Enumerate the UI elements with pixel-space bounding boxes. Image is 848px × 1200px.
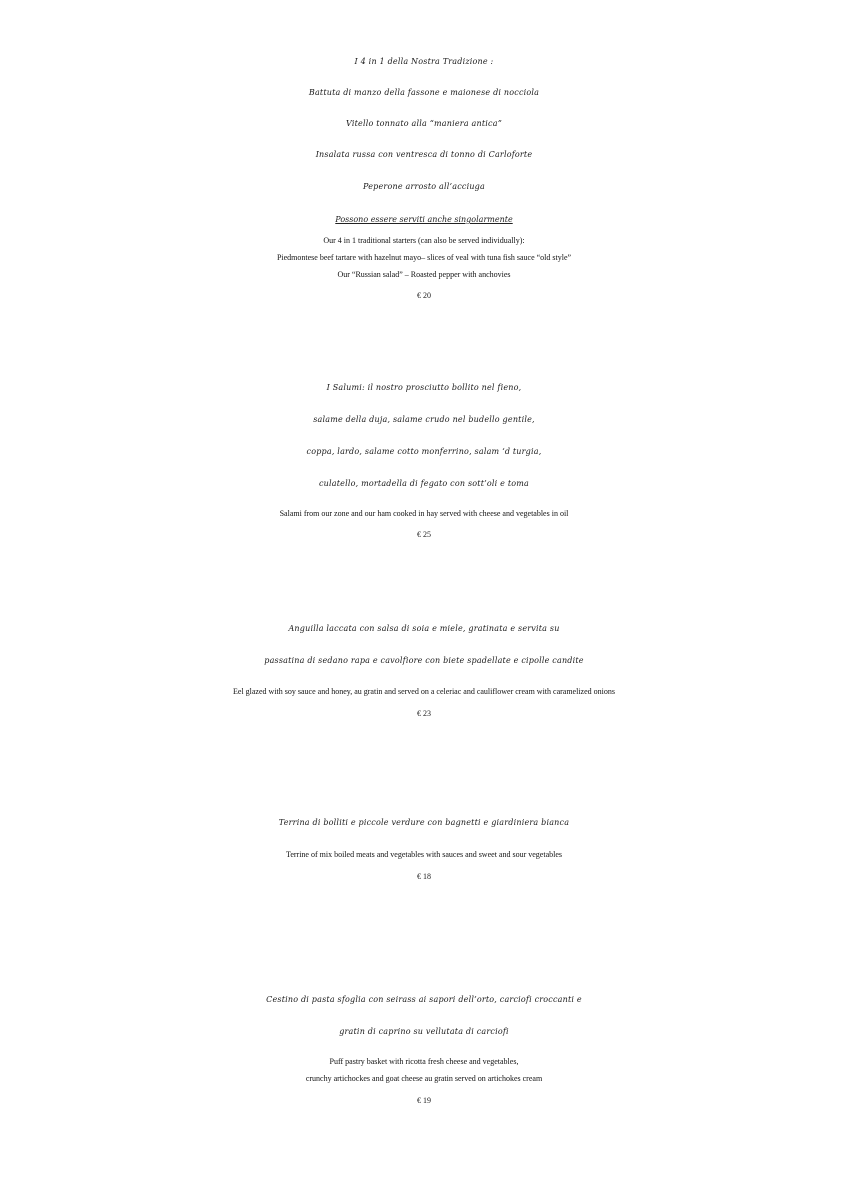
dish-title-line: Cestino di pasta sfoglia con seirass ai sapori dell’orto, carciofi croccanti e	[266, 995, 582, 1004]
dish-title-line: Battuta di manzo della fassone e maionese di nocciola	[308, 88, 540, 97]
dish-translation-line: Our 4 in 1 traditional starters (can also be served individually):	[323, 236, 525, 245]
dish-price: € 18	[417, 872, 431, 881]
dish-title-line: Anguilla laccata con salsa di soia e miele, gratinata e servita su	[288, 624, 560, 633]
dish-title-line: culatello, mortadella di fegato con sott’oli e toma	[318, 479, 530, 488]
serving-note: Possono essere serviti anche singolarmente	[335, 215, 513, 224]
dish-translation-line: Terrine of mix boiled meats and vegetables with sauces and sweet and sour vegetables	[285, 850, 562, 859]
dish-translation-line: Salami from our zone and our ham cooked in hay served with cheese and vegetables in oil	[279, 509, 569, 518]
dish-title-line: Terrina di bolliti e piccole verdure con bagnetti e giardiniera bianca	[278, 818, 570, 827]
dish-title-line: salame della duja, salame crudo nel budello gentile,	[313, 415, 535, 424]
dish-price: € 25	[417, 530, 431, 539]
dish-translation-line: crunchy artichockes and goat cheese au gratin served on artichokes cream	[305, 1074, 543, 1083]
dish-title-line: Vitello tonnato alla “maniera antica”	[346, 119, 502, 128]
dish-title-line: I Salumi: il nostro prosciutto bollito nel fieno,	[326, 383, 522, 392]
dish-price: € 23	[417, 709, 431, 718]
dish-title-line: Peperone arrosto all’acciuga	[363, 182, 485, 191]
dish-translation-line: Puff pastry basket with ricotta fresh cheese and vegetables,	[329, 1057, 519, 1066]
dish-title-line: I 4 in 1 della Nostra Tradizione :	[354, 57, 494, 66]
dish-translation-line: Eel glazed with soy sauce and honey, au gratin and served on a celeriac and cauliflower cream with caramelized onions	[233, 687, 615, 696]
dish-translation-line: Piedmontese beef tartare with hazelnut mayo– slices of veal with tuna fish sauce “old style”	[276, 253, 572, 262]
dish-price: € 19	[417, 1096, 431, 1105]
dish-price: € 20	[417, 291, 431, 300]
dish-title-line: gratin di caprino su vellutata di carciofi	[339, 1027, 509, 1036]
dish-translation-line: Our “Russian salad” – Roasted pepper with anchovies	[337, 270, 511, 279]
dish-title-line: passatina di sedano rapa e cavolfiore con biete spadellate e cipolle candite	[264, 656, 584, 665]
dish-title-line: Insalata russa con ventresca di tonno di Carloforte	[315, 150, 533, 159]
dish-title-line: coppa, lardo, salame cotto monferrino, salam ‘d turgia,	[306, 447, 542, 456]
